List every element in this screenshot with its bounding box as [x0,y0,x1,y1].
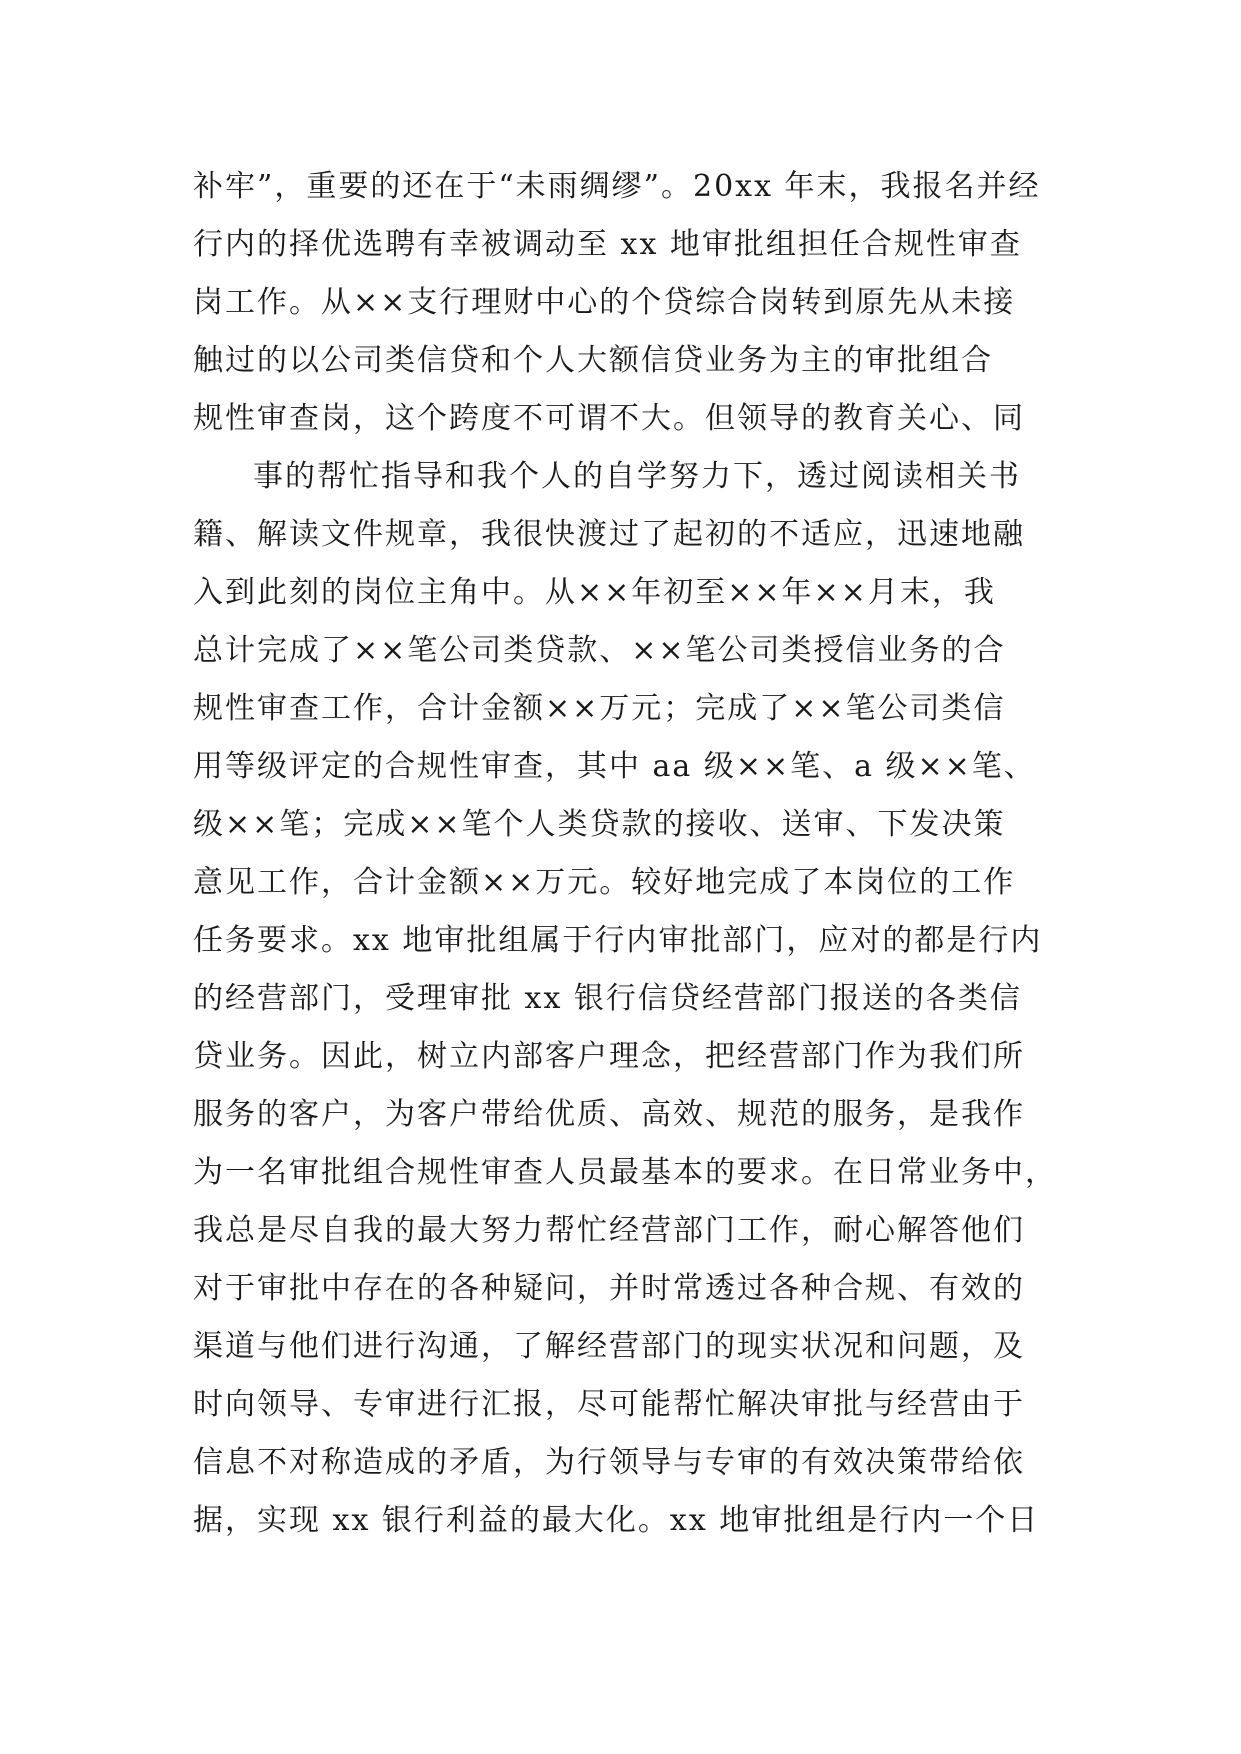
text-line: 贷业务。因此，树立内部客户理念，把经营部门作为我们所 [193,1039,1025,1074]
text-line: 意见工作，合计金额××万元。较好地完成了本岗位的工作 [193,865,1016,900]
text-line: 服务的客户，为客户带给优质、高效、规范的服务，是我作 [193,1097,1025,1132]
text-line: 岗工作。从××支行理财中心的个贷综合岗转到原先从未接 [193,285,1016,320]
text-line: 的经营部门，受理审批 xx 银行信贷经营部门报送的各类信 [193,981,1022,1016]
text-line: 规性审查岗，这个跨度不可谓不大。但领导的教育关心、同 [193,401,1025,436]
text-line: 触过的以公司类信贷和个人大额信贷业务为主的审批组合 [193,343,993,378]
text-line: 时向领导、专审进行汇报，尽可能帮忙解决审批与经营由于 [193,1387,1025,1422]
text-line: 籍、解读文件规章，我很快渡过了起初的不适应，迅速地融 [193,517,1025,552]
text-line: 对于审批中存在的各种疑问，并时常透过各种合规、有效的 [193,1271,1025,1306]
text-line: 信息不对称造成的矛盾，为行领导与专审的有效决策带给依 [193,1445,1025,1480]
text-line: 级××笔；完成××笔个人类贷款的接收、送审、下发决策 [193,807,1006,842]
paragraph-start-line: 事的帮忙指导和我个人的自学努力下，透过阅读相关书 [253,459,1021,494]
body-text [193,158,1073,1550]
text-line: 补牢”，重要的还在于“未雨绸缪”。20xx 年末，我报名并经 [193,169,1041,204]
text-line: 总计完成了××笔公司类贷款、××笔公司类授信业务的合 [193,633,1006,668]
text-line: 任务要求。xx 地审批组属于行内审批部门，应对的都是行内 [193,923,1043,958]
text-line: 入到此刻的岗位主角中。从××年初至××年××月末，我 [193,575,996,610]
text-line: 为一名审批组合规性审查人员最基本的要求。在日常业务中， [193,1155,1057,1190]
text-line: 渠道与他们进行沟通，了解经营部门的现实状况和问题，及 [193,1329,1025,1364]
text-line: 据，实现 xx 银行利益的最大化。xx 地审批组是行内一个日 [193,1503,1040,1538]
text-line: 用等级评定的合规性审查，其中 aa 级××笔、a 级××笔、 [193,749,1036,784]
text-line: 我总是尽自我的最大努力帮忙经营部门工作，耐心解答他们 [193,1213,1025,1248]
text-line: 规性审查工作，合计金额××万元；完成了××笔公司类信 [193,691,1006,726]
text-line: 行内的择优选聘有幸被调动至 xx 地审批组担任合规性审查 [193,227,1022,262]
